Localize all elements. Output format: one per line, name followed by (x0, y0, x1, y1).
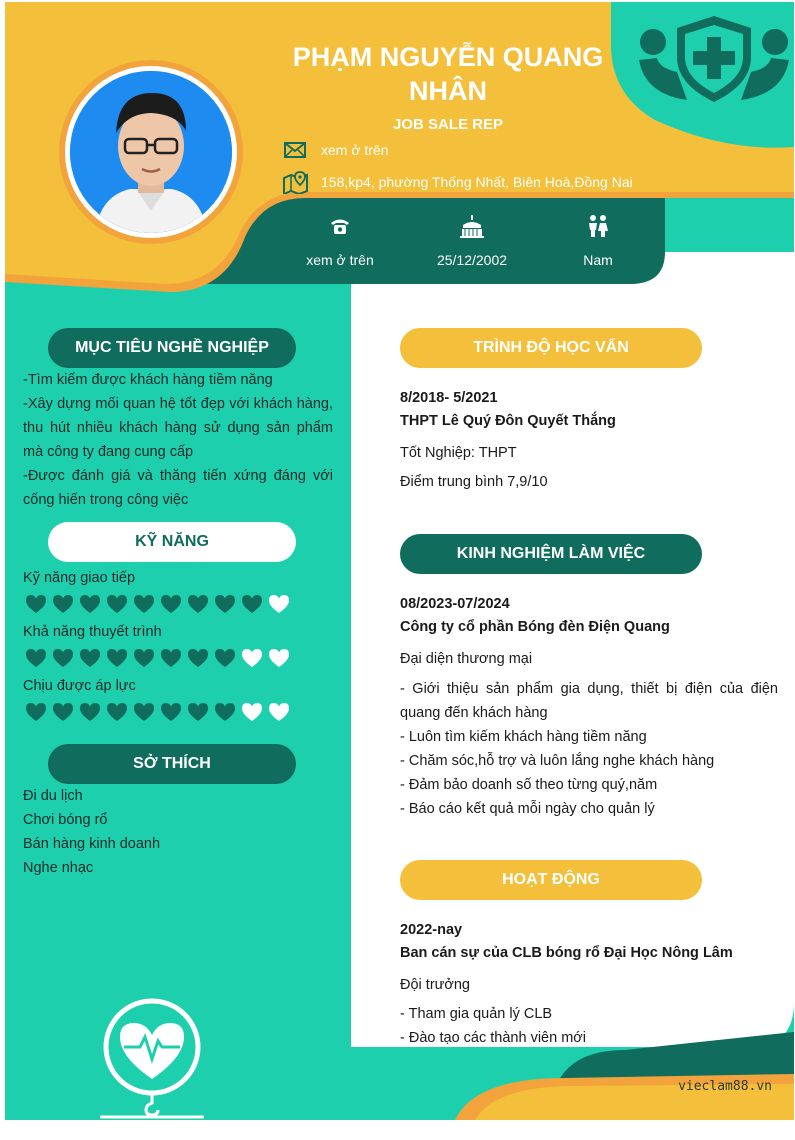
phone-icon (328, 214, 352, 238)
heart-empty-icon (268, 648, 290, 668)
skill-label: Chịu được áp lực (23, 678, 136, 694)
map-pin-icon (283, 170, 309, 194)
heart-filled-icon (214, 702, 236, 722)
heart-filled-icon (187, 594, 209, 614)
candidate-name-line2: NHÂN (409, 76, 487, 106)
skill-rating-pressure (25, 702, 295, 722)
heart-filled-icon (160, 648, 182, 668)
heart-filled-icon (160, 594, 182, 614)
phone-value: xem ở trên (306, 252, 374, 268)
heart-filled-icon (25, 702, 47, 722)
experience-heading: KINH NGHIỆM LÀM VIỆC (400, 534, 702, 574)
skill-rating-communication (25, 594, 295, 614)
job-title: JOB SALE REP (392, 116, 504, 133)
heart-filled-icon (52, 594, 74, 614)
heart-empty-icon (241, 702, 263, 722)
duty-item: - Báo cáo kết quả mỗi ngày cho quản lý (400, 801, 655, 817)
heart-filled-icon (25, 648, 47, 668)
education-degree: Tốt Nghiệp: THPT (400, 445, 517, 461)
heart-filled-icon (133, 594, 155, 614)
heart-empty-icon (268, 594, 290, 614)
hobby-item: Đi du lịch (23, 788, 83, 804)
heart-filled-icon (25, 594, 47, 614)
heart-filled-icon (52, 648, 74, 668)
experience-position: Đại diện thương mại (400, 651, 533, 667)
activities-role: Đội trưởng (400, 977, 470, 993)
duty-item: - Chăm sóc,hỗ trợ và luôn lắng nghe khách hàng (400, 753, 715, 769)
email-value: xem ở trên (321, 142, 389, 158)
skill-label: Kỹ năng giao tiếp (23, 570, 136, 586)
objective-line: -Xây dựng mối quan hệ tốt đẹp với khách hàng, thu hút nhiều khách hàng sử dụng sản phẩm mà công ty đang cung cấp (23, 396, 333, 460)
heart-filled-icon (133, 702, 155, 722)
gender-value: Nam (583, 252, 613, 268)
hobby-item: Bán hàng kinh doanh (23, 836, 161, 852)
education-date: 8/2018- 5/2021 (400, 390, 498, 406)
candidate-name (263, 40, 633, 108)
activity-item: - Đào tạo các thành viên mới (400, 1030, 587, 1046)
profile-photo-avatar (70, 71, 232, 233)
phone-info (275, 214, 405, 268)
heart-filled-icon (214, 648, 236, 668)
address-row (283, 170, 633, 194)
heart-filled-icon (187, 702, 209, 722)
email-row (283, 138, 389, 162)
objective-heading: MỤC TIÊU NGHỀ NGHIỆP (48, 328, 296, 368)
activities-items (400, 1002, 778, 1050)
cv-page (5, 2, 794, 1120)
heart-empty-icon (241, 648, 263, 668)
hobby-item: Chơi bóng rổ (23, 812, 108, 828)
heart-filled-icon (214, 594, 236, 614)
activity-item: - Tham gia quản lý CLB (400, 1006, 553, 1022)
heart-filled-icon (79, 702, 101, 722)
activities-heading: HOẠT ĐỘNG (400, 860, 702, 900)
heart-filled-icon (52, 702, 74, 722)
activities-org: Ban cán sự của CLB bóng rổ Đại Học Nông Lâm (400, 945, 733, 961)
duty-item: - Giới thiệu sản phẩm gia dụng, thiết bị điện của điện quang đến khách hàng (400, 681, 778, 721)
objective-line: -Được đánh giá và thăng tiến xứng đáng với cống hiến trong công việc (23, 468, 333, 508)
heart-filled-icon (106, 594, 128, 614)
education-school: THPT Lê Quý Đôn Quyết Thắng (400, 413, 616, 429)
heart-filled-icon (79, 648, 101, 668)
heart-empty-icon (268, 702, 290, 722)
heart-filled-icon (106, 702, 128, 722)
experience-duties (400, 677, 778, 821)
heart-filled-icon (133, 648, 155, 668)
objective-list (23, 368, 333, 512)
footer-site: vieclam88.vn (678, 1079, 772, 1094)
address-value: 158,kp4, phường Thống Nhất, Biên Hoà,Đồng Nai (321, 174, 633, 190)
activities-date: 2022-nay (400, 922, 463, 938)
candidate-name-line1: PHẠM NGUYỄN QUANG (292, 42, 604, 72)
hobby-item: Nghe nhạc (23, 860, 94, 876)
heart-filled-icon (241, 594, 263, 614)
heart-filled-icon (187, 648, 209, 668)
skill-label: Khả năng thuyết trình (23, 624, 162, 640)
gender-info (533, 214, 663, 268)
experience-date: 08/2023-07/2024 (400, 596, 510, 612)
skill-rating-presentation (25, 648, 295, 668)
hobbies-list (23, 784, 333, 880)
gender-people-icon (586, 214, 610, 238)
duty-item: - Luôn tìm kiếm khách hàng tiềm năng (400, 729, 647, 745)
birthday-cake-icon (459, 214, 485, 238)
education-gpa: Điểm trung bình 7,9/10 (400, 474, 548, 490)
skills-heading: KỸ NĂNG (48, 522, 296, 562)
birthday-value: 25/12/2002 (436, 252, 508, 268)
experience-company: Công ty cổ phần Bóng đèn Điện Quang (400, 619, 670, 635)
heart-pulse-icon (100, 997, 204, 1120)
hobbies-heading: SỞ THÍCH (48, 744, 296, 784)
shield-cross-logo-icon (637, 12, 792, 107)
heart-filled-icon (79, 594, 101, 614)
heart-filled-icon (106, 648, 128, 668)
birthday-info (407, 214, 537, 268)
envelope-icon (283, 138, 309, 162)
heart-filled-icon (160, 702, 182, 722)
duty-item: - Đảm bảo doanh số theo từng quý,năm (400, 777, 658, 793)
objective-line: -Tìm kiếm được khách hàng tiềm năng (23, 372, 273, 388)
education-heading: TRÌNH ĐỘ HỌC VẤN (400, 328, 702, 368)
